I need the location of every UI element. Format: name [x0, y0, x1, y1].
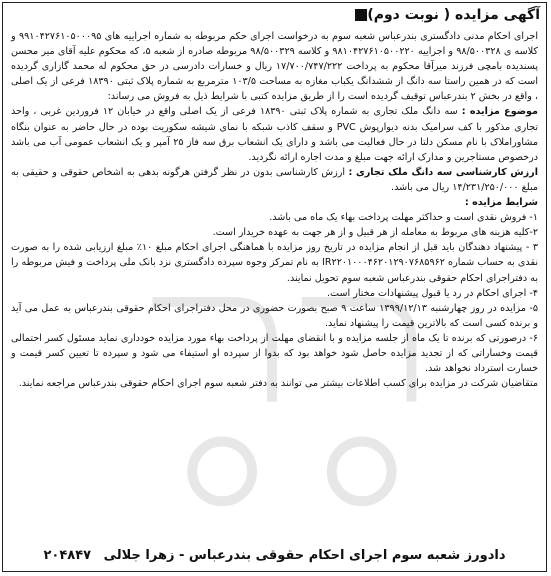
condition-item: ۲-کلیه هزینه های مربوط به معامله از هر قبیل و از هر جهت به عهده خریدار است.	[212, 227, 538, 239]
condition-item: ۶- درصورتی که برنده تا یک ماه از جلسه مزایده و با انقضای مهلت از پرداخت بهاء مورد مزایده خودداری نماید مسئول کسر احتمالی قیمت وخساراتی که از تجدید مزایده حاصل شود خواهد بود که بدوا از سپرده او استیفاء می شود و سپرده تا تعیین کسر قیمت و خسارت استرداد نخواهد شد.	[11, 332, 538, 375]
appraisal-label: ارزش کارشناسی سه دانگ ملک تجاری :	[348, 166, 538, 178]
notice-header	[349, 7, 540, 23]
condition-item: ۴- اجرای احکام در رد یا قبول پیشنهادات مختار است.	[327, 287, 538, 299]
notice-body	[11, 29, 538, 531]
footer-code: ۲۰۴۸۴۷	[43, 548, 92, 563]
condition-item: ۵- مزایده در روز چهارشنبه ۱۳۹۹/۱۲/۱۳ ساعت ۹ صبح بصورت حضوری در محل دفتراجرای احکام حقوقی بندرعباس به عمل می آید و برنده کسی است که بالاترین قیمت را پیشنهاد نماید.	[11, 302, 538, 329]
appraisal-paragraph	[11, 165, 538, 195]
condition-item: ۳ - پیشنهاد دهندگان باید قبل از انجام مزایده در تاریخ روز مزایده با هماهنگی اجرای احکام مبلغ ۱۰٪ مبلغ ارزیابی شده را به صورت نقدی به حساب شماره IR۲۲۰۱۰۰۰۴۶۲۰۱۲۹۰۷۶۸۵۹۶۲ به نام تمرکز وجوه سپرده دادگستری نزد بانک ملی پرداخت و فیش مربوطه را به دفتراجرای احکام حقوقی بندرعباس شعبه سوم تحویل نمایند.	[11, 242, 538, 284]
conditions-heading: شرایط مزایده :	[464, 197, 538, 209]
condition-item: ۱- فروش نقدی است و حداکثر مهلت پرداخت بهاء یک ماه می باشد.	[269, 212, 538, 224]
square-bullet-icon	[355, 9, 367, 21]
subject-text: سه دانگ ملک تجاری به شماره پلاک ثبتی ۱۸۳۹۰ فرعی از یک اصلی واقع در خیابان ۱۲ فروردین غربی ، واحد تجاری مذکور با کف سرامیک بدنه دیوارپوش PVC و سقف کاذب شبکه با نمای شیشه سکوریت بوده در حال حاضر به عنوان بنگاه مشاوراملاک با نام مسکن دلتا در حال فعالیت می باشد و دارای یک انشعاب برق سه فاز ۲۵ آمپر و یک انشعاب عمومی آب می باشد درخصوص مستاجرین و مدارک ارائه جهت مبلغ و مدت اجاره ارائه نگردید.	[11, 106, 539, 163]
footer-signatory: دادورز شعبه سوم اجرای احکام حقوقی بندرعباس - زهرا جلالی	[103, 548, 506, 563]
notice-footer	[11, 547, 538, 563]
subject-paragraph	[11, 104, 538, 164]
notice-title: آگهی مزایده ( نوبت دوم)	[367, 7, 540, 23]
closing-paragraph: متقاضیان شرکت در مزایده برای کسب اطلاعات بیشتر می توانند به دفتر شعبه سوم اجرای احکام حقوقی بندرعباس مراجعه نمایند.	[18, 378, 538, 390]
auction-notice	[2, 2, 547, 572]
subject-label: موضوع مزایده :	[461, 106, 538, 118]
appraisal-text: ارزش کارشناسی بدون در نظر گرفتن هرگونه بدهی به اشخاص حقوقی و حقیقی به مبلغ ۱۴/۲۳۱/۲۵۰/۰۰۰ ریال می باشد.	[11, 166, 538, 193]
intro-paragraph: اجرای احکام مدنی دادگستری بندرعباس شعبه سوم به درخواست اجرای حکم مربوطه به شماره اجراییه های ۹۹۱۰۴۲۷۶۱۰۵۰۰۰۹۵ و کلاسه ی ۹۸/۵۰۰۳۲۸ و اجراییه ۹۸۱۰۴۲۷۶۱۰۵۰۰۲۲۰ و کلاسه ۹۸/۵۰۰۳۲۹ مربوطه صادره از شعبه ۵، که محکوم علیه آقای میر محسن پسندیده بامچی فرزند میرآقا محکوم به پرداخت ۱۷/۷۰۰/۷۴۷/۲۲۲ ریال و خسارات دادرسی در حق محکوم له محمد گازاری گردیده است که در همین راستا سه دانگ از ششدانگ یکباب مغازه به مساحت ۱۰۳/۵ مترمربع به شماره پلاک ثبتی ۱۸۳۹۰ فرعی از یک اصلی ، واقع در بخش ۲ بندرعباس توقیف گردیده است را از طریق مزایده کتبی با شرایط ذیل به فروش می رساند:	[11, 31, 538, 103]
